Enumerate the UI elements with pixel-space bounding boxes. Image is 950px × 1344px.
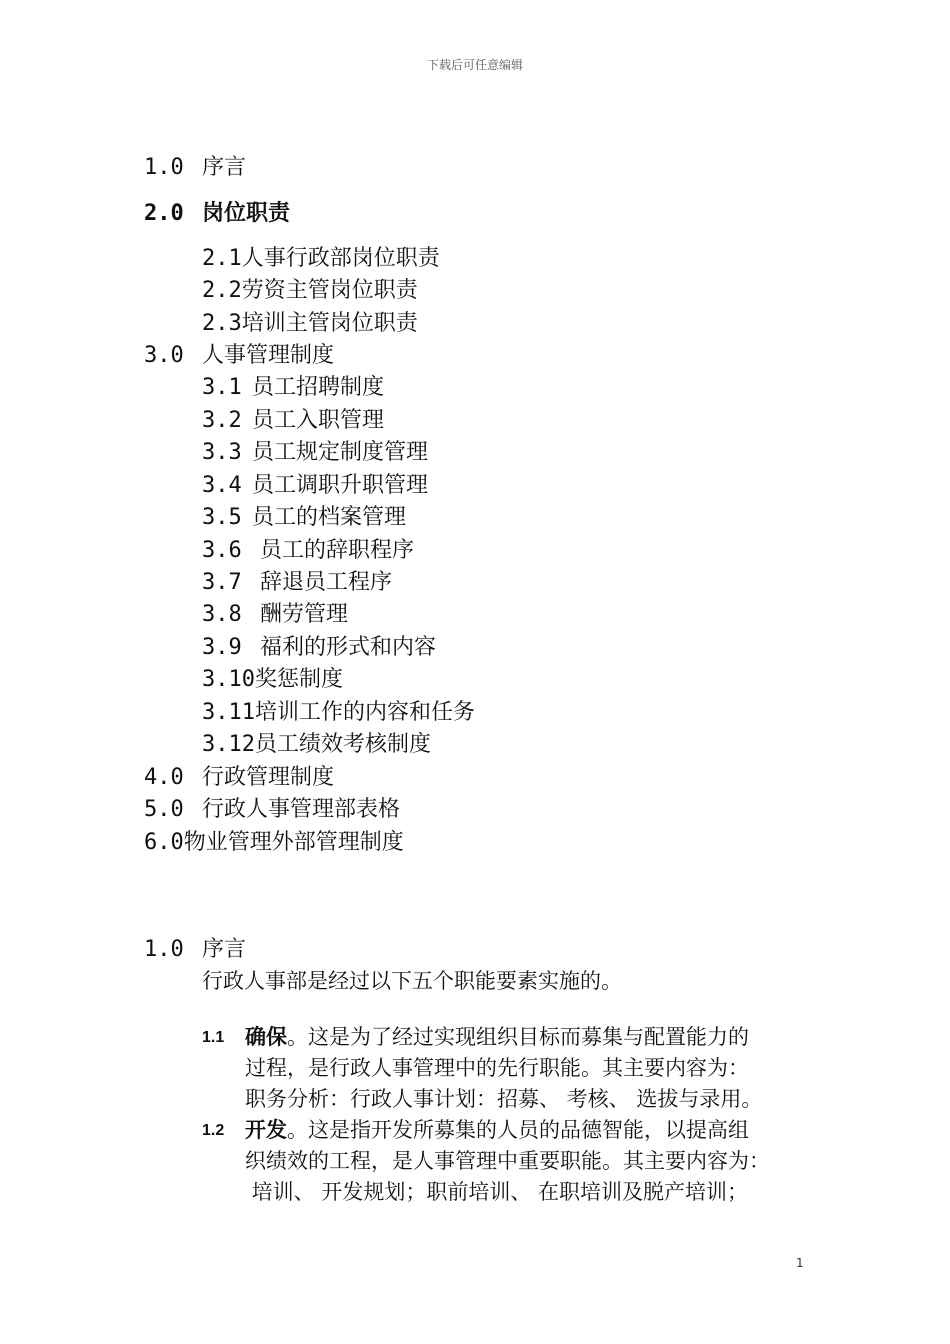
toc-item[interactable] [202, 407, 384, 435]
toc-item[interactable] [144, 154, 246, 182]
toc-number: 2.0 [144, 201, 184, 226]
toc-label: 奖惩制度 [254, 667, 343, 692]
section-heading [144, 936, 246, 964]
toc-label: 人事管理制度 [202, 343, 335, 368]
page-number: 1 [796, 1256, 804, 1270]
toc-item[interactable] [144, 764, 334, 792]
toc-number: 3.11 [202, 700, 255, 725]
toc-item[interactable] [202, 245, 440, 273]
toc-number: 3.8 [202, 602, 242, 627]
toc-item[interactable] [144, 342, 334, 370]
toc-label: 行政管理制度 [202, 765, 335, 790]
toc-label: 员工入职管理 [252, 408, 385, 433]
toc-label: 序言 [202, 155, 247, 180]
toc-number: 3.0 [144, 343, 184, 368]
item-lead: 确保 [245, 1025, 287, 1049]
toc-number: 2.2 [202, 278, 242, 303]
toc-item[interactable] [202, 310, 418, 338]
toc-number: 6.0 [144, 830, 184, 855]
toc-label: 员工的档案管理 [252, 505, 407, 530]
toc-item[interactable] [202, 504, 406, 532]
toc-label: 辞退员工程序 [260, 570, 393, 595]
toc-label: 员工的辞职程序 [260, 538, 415, 563]
toc-item[interactable] [202, 537, 414, 565]
toc-number: 1.0 [144, 155, 184, 180]
toc-number: 3.7 [202, 570, 242, 595]
toc-number: 4.0 [144, 765, 184, 790]
toc-item[interactable] [202, 374, 384, 402]
toc-label: 培训主管岗位职责 [241, 311, 418, 336]
toc-item[interactable] [144, 200, 290, 228]
toc-label: 福利的形式和内容 [260, 635, 437, 660]
toc-label: 培训工作的内容和任务 [254, 700, 475, 725]
section-number: 1.0 [144, 937, 184, 962]
toc-item[interactable] [144, 829, 404, 857]
toc-number: 5.0 [144, 797, 184, 822]
toc-number: 3.1 [202, 375, 242, 400]
paragraph-line: 培训、 开发规划；职前培训、 在职培训及脱产培训； [245, 1180, 749, 1204]
toc-number: 3.12 [202, 732, 255, 757]
toc-item[interactable] [202, 439, 428, 467]
toc-label: 人事行政部岗位职责 [241, 246, 440, 271]
toc-label: 岗位职责 [202, 201, 291, 226]
toc-number: 3.3 [202, 440, 242, 465]
paragraph-line: 过程，是行政人事管理中的先行职能。其主要内容为： [245, 1056, 749, 1080]
page-header: 下载后可任意编辑 [426, 58, 523, 72]
toc-number: 2.3 [202, 311, 242, 336]
toc-item[interactable] [202, 634, 436, 662]
toc-label: 员工规定制度管理 [252, 440, 429, 465]
toc-number: 2.1 [202, 246, 242, 271]
toc-label: 酬劳管理 [260, 602, 349, 627]
toc-item[interactable] [202, 601, 348, 629]
toc-number: 3.4 [202, 473, 242, 498]
toc-number: 3.9 [202, 635, 242, 660]
toc-item[interactable] [202, 569, 392, 597]
item-lead: 开发 [245, 1118, 287, 1142]
section-title: 序言 [202, 937, 247, 962]
item-text: 。这是指开发所募集的人员的品德智能，以提高组 [287, 1118, 749, 1142]
toc-label: 行政人事管理部表格 [202, 797, 401, 822]
toc-item[interactable] [144, 796, 400, 824]
toc-item[interactable] [202, 731, 431, 759]
toc-item[interactable] [202, 277, 418, 305]
toc-label: 员工绩效考核制度 [254, 732, 431, 757]
toc-label: 员工招聘制度 [252, 375, 385, 400]
toc-item[interactable] [202, 666, 343, 694]
paragraph-line: 职务分析：行政人事计划：招募、 考核、 选拔与录用。 [245, 1087, 763, 1111]
item-number: 1.1 [202, 1029, 225, 1046]
paragraph-line [245, 1115, 749, 1146]
toc-label: 物业管理外部管理制度 [183, 830, 404, 855]
paragraph-line [245, 1022, 749, 1053]
toc-item[interactable] [202, 699, 475, 727]
item-number: 1.2 [202, 1122, 225, 1139]
toc-number: 3.6 [202, 538, 242, 563]
toc-number: 3.5 [202, 505, 242, 530]
section-intro: 行政人事部是经过以下五个职能要素实施的。 [202, 969, 622, 993]
paragraph-line: 织绩效的工程，是人事管理中重要职能。其主要内容为： [245, 1149, 770, 1173]
toc-number: 3.2 [202, 408, 242, 433]
toc-item[interactable] [202, 472, 428, 500]
toc-label: 劳资主管岗位职责 [241, 278, 418, 303]
item-text: 。这是为了经过实现组织目标而募集与配置能力的 [287, 1025, 749, 1049]
toc-label: 员工调职升职管理 [252, 473, 429, 498]
toc-number: 3.10 [202, 667, 255, 692]
